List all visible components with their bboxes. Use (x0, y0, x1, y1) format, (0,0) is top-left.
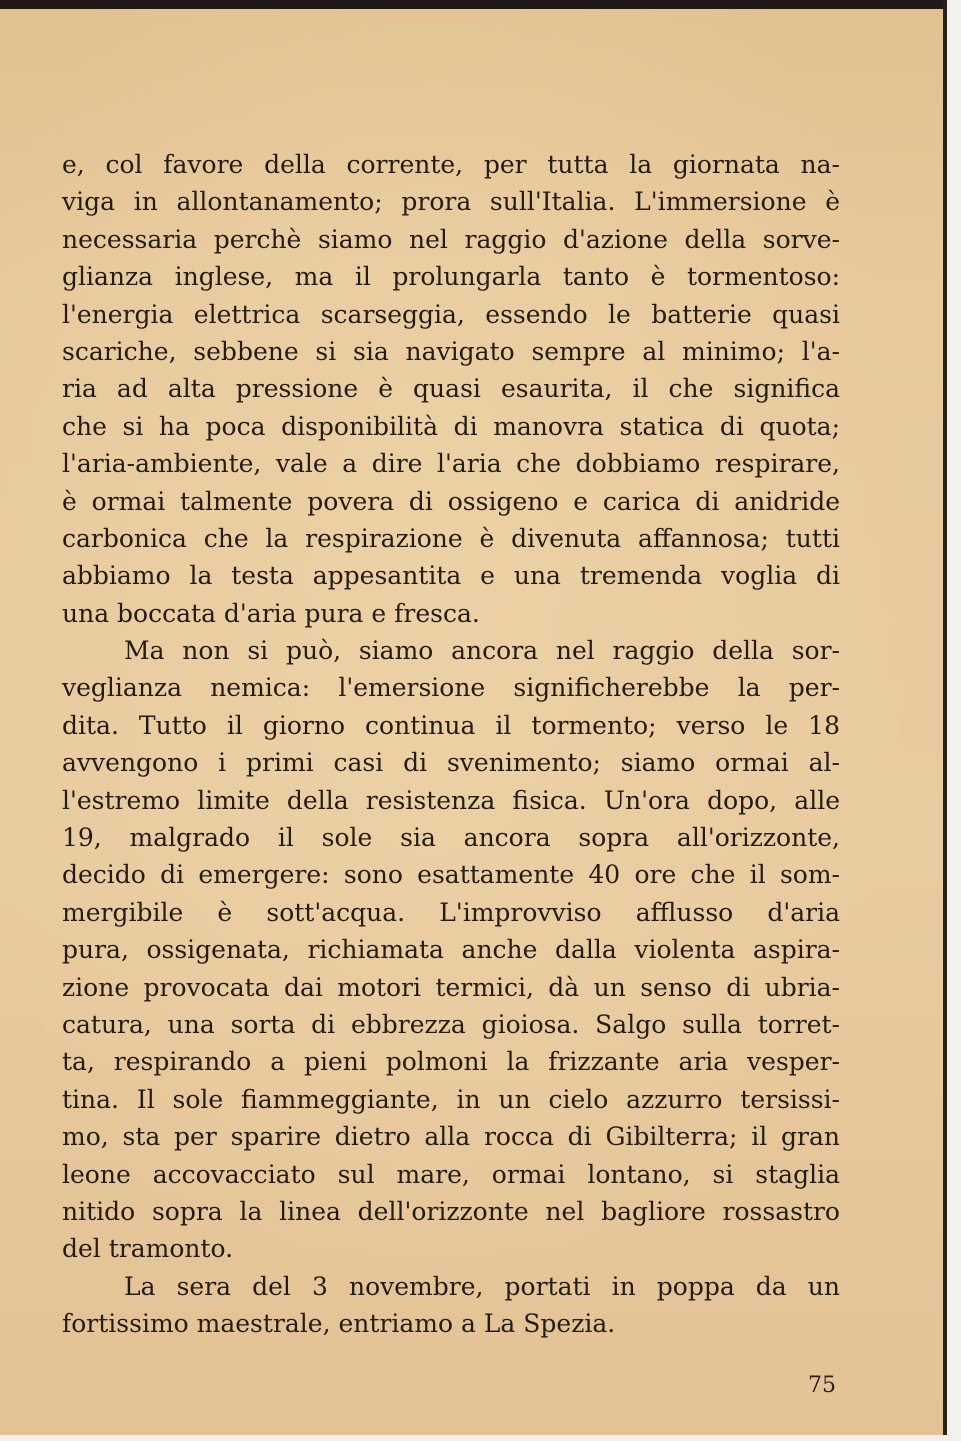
text-line: è ormai talmente povera di ossigeno e carica di anidride (62, 486, 840, 516)
text-line: del tramonto. (62, 1234, 234, 1264)
text-line: nitido sopra la linea dell'orizzonte nel bagliore rossastro (62, 1196, 840, 1226)
text-line: carbonica che la respirazione è divenuta affannosa; tutti (62, 523, 840, 553)
text-line: che si ha poca disponibilità di manovra statica di quota; (62, 411, 840, 441)
text-line: l'aria-ambiente, vale a dire l'aria che dobbiamo respirare, (62, 449, 840, 479)
page-number: 75 (808, 1373, 836, 1398)
text-line: ta, respirando a pieni polmoni la frizzante aria vesper- (62, 1047, 840, 1077)
text-line: mergibile è sott'acqua. L'improvviso afflusso d'aria (62, 897, 840, 927)
text-line: dita. Tutto il giorno continua il tormento; verso le 18 (62, 710, 840, 740)
text-line: ria ad alta pressione è quasi esaurita, il che significa (62, 374, 840, 404)
text-line: necessaria perchè siamo nel raggio d'azione della sorve- (62, 224, 840, 254)
text-line: scariche, sebbene si sia navigato sempre al minimo; l'a- (62, 336, 840, 366)
text-line: una boccata d'aria pura e fresca. (62, 598, 480, 628)
text-line: decido di emergere: sono esattamente 40 ore che il som- (62, 860, 840, 890)
text-line: l'estremo limite della resistenza fisica. Un'ora dopo, alle (62, 785, 840, 815)
text-line-paragraph-start: Ma non si può, siamo ancora nel raggio della sor- (124, 636, 840, 666)
text-line: glianza inglese, ma il prolungarla tanto è tormentoso: (62, 262, 840, 292)
text-line: zione provocata dai motori termici, dà un senso di ubria- (62, 972, 840, 1002)
text-line: 19, malgrado il sole sia ancora sopra all'orizzonte, (62, 823, 840, 853)
text-line: veglianza nemica: l'emersione significherebbe la per- (62, 673, 840, 703)
text-line: leone accovacciato sul mare, ormai lontano, si staglia (62, 1159, 840, 1189)
text-line: mo, sta per sparire dietro alla rocca di Gibilterra; il gran (62, 1122, 840, 1152)
scan-edge-right (947, 0, 961, 1441)
text-line: catura, una sorta di ebbrezza gioiosa. Salgo sulla torret- (62, 1009, 840, 1039)
text-line: avvengono i primi casi di svenimento; siamo ormai al- (62, 748, 840, 778)
text-line: fortissimo maestrale, entriamo a La Spezia. (62, 1309, 616, 1339)
text-line: pura, ossigenata, richiamata anche dalla violenta aspira- (62, 935, 840, 965)
text-line-paragraph-start: La sera del 3 novembre, portati in poppa da un (124, 1271, 840, 1301)
text-line: viga in allontanamento; prora sull'Italia. L'immersione è (62, 187, 840, 217)
text-line: abbiamo la testa appesantita e una tremenda voglia di (62, 561, 840, 591)
scan-edge-top (0, 0, 961, 9)
text-line: tina. Il sole fiammeggiante, in un cielo azzurro tersissi- (62, 1084, 840, 1114)
body-text (62, 146, 840, 1343)
text-line: l'energia elettrica scarseggia, essendo le batterie quasi (62, 299, 840, 329)
scan-edge-bottom (0, 1435, 961, 1441)
text-line: e, col favore della corrente, per tutta la giornata na- (62, 150, 840, 179)
